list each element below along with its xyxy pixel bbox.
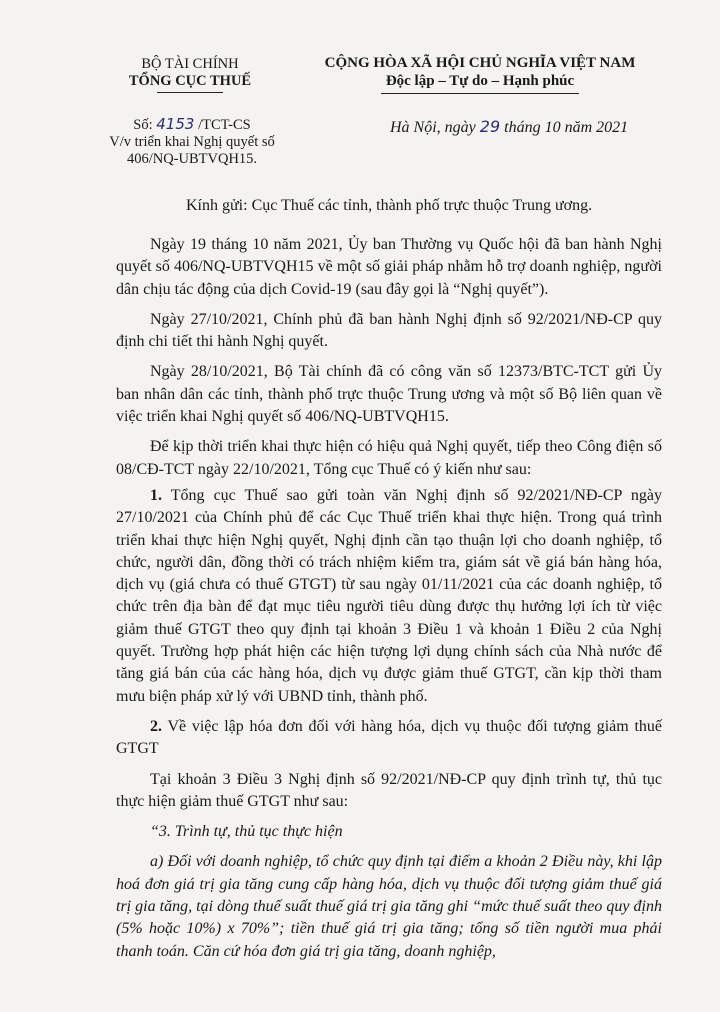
paragraph: Tại khoản 3 Điều 3 Nghị định số 92/2021/NĐ-CP quy định trình tự, thủ tục thực hiện giảm thuế GTGT như sau:	[116, 770, 662, 810]
national-motto: Độc lập – Tự do – Hạnh phúc	[385, 73, 575, 89]
document-number-block	[92, 116, 292, 168]
section-number: 2.	[150, 717, 162, 735]
national-header	[310, 54, 650, 94]
nation-title: CỘNG HÒA XÃ HỘI CHỦ NGHĨA VIỆT NAM	[324, 55, 636, 71]
motto-underline	[381, 93, 579, 94]
paragraph: Ngày 28/10/2021, Bộ Tài chính đã có công văn số 12373/BTC-TCT gửi Ủy ban nhân dân các tỉnh, thành phố trực thuộc Trung ương và một số Bộ liên quan về việc triển khai Nghị quyết số 406/NQ-UBTVQH15.	[116, 363, 662, 426]
paragraph: Để kịp thời triển khai thực hiện có hiệu quả Nghị quyết, tiếp theo Công điện số 08/CĐ-TCT ngày 22/10/2021, Tổng cục Thuế có ý kiến như sau:	[116, 438, 662, 478]
handwritten-day: 29	[479, 117, 501, 136]
handwritten-number: 4153	[156, 115, 195, 133]
document-number: Số: 4153 /TCT-CS	[133, 115, 251, 133]
subject-line-1: V/v triển khai Nghị quyết số	[109, 134, 275, 150]
section-heading-2	[116, 716, 662, 761]
date-line: Hà Nội, ngày 29 tháng 10 năm 2021	[390, 117, 629, 136]
quoted-heading: “3. Trình tự, thủ tục thực hiện	[150, 823, 343, 841]
paragraph: Ngày 19 tháng 10 năm 2021, Ủy ban Thường vụ Quốc hội đã ban hành Nghị quyết số 406/NQ-UBTVQH15 về một số giải pháp nhằm hỗ trợ doanh nghiệp, người dân chịu tác động của dịch Covid-19 (sau đây gọi là “Nghị quyết”).	[116, 236, 662, 298]
salutation: Kính gửi: Cục Thuế các tỉnh, thành phố trực thuộc Trung ương.	[186, 197, 593, 214]
agency-underline	[157, 92, 223, 93]
quoted-paragraph: a) Đối với doanh nghiệp, tổ chức quy định tại điểm a khoản 2 Điều này, khi lập hoá đơn giá trị gia tăng cung cấp hàng hóa, dịch vụ thuộc đối tượng giảm thuế giá trị gia tăng, tại dòng thuế suất thuế giá trị gia tăng ghi “mức thuế suất theo quy định (5% hoặc 10%) x 70%”; tiền thuế giá trị gia tăng; tổng số tiền người mua phải thanh toán. Căn cứ hóa đơn giá trị gia tăng, doanh nghiệp,	[116, 853, 662, 960]
agency-name: TỔNG CỤC THUẾ	[128, 73, 252, 89]
paragraph: Ngày 27/10/2021, Chính phủ đã ban hành Nghị định số 92/2021/NĐ-CP quy định chi tiết thi hành Nghị quyết.	[116, 310, 662, 351]
subject-line-2: 406/NQ-UBTVQH15.	[126, 151, 258, 167]
ministry-name: BỘ TÀI CHÍNH	[141, 56, 239, 72]
section-title: Về việc lập hóa đơn đối với hàng hóa, dịch vụ thuộc đối tượng giảm thuế GTGT	[116, 717, 662, 758]
issuing-agency-block	[116, 56, 264, 93]
paragraph-item-1: 1. Tổng cục Thuế sao gửi toàn văn Nghị định số 92/2021/NĐ-CP ngày 27/10/2021 của Chính phủ để các Cục Thuế triển khai thực hiện. Trong quá trình triển khai thực hiện Nghị quyết, Nghị định cần tạo thuận lợi cho doanh nghiệp, tổ chức, người dân, đồng thời có trách nhiệm kiểm tra, giám sát về giá bán hàng hóa, dịch vụ (giá chưa có thuế GTGT) từ sau ngày 01/11/2021 của các doanh nghiệp, tổ chức trên địa bàn để đạt mục tiêu người tiêu dùng được thụ hưởng lợi ích từ việc giảm thuế GTGT theo quy định tại khoản 3 Điều 1 và khoản 1 Điều 2 của Nghị quyết. Trường hợp phát hiện các hiện tượng lợi dụng chính sách của Nhà nước để tăng giá bán của các hàng hóa, dịch vụ được giảm thuế GTGT, cần kịp thời tham mưu biện pháp xử lý với UBND tỉnh, thành phố.	[116, 486, 662, 705]
document-body	[116, 234, 662, 971]
